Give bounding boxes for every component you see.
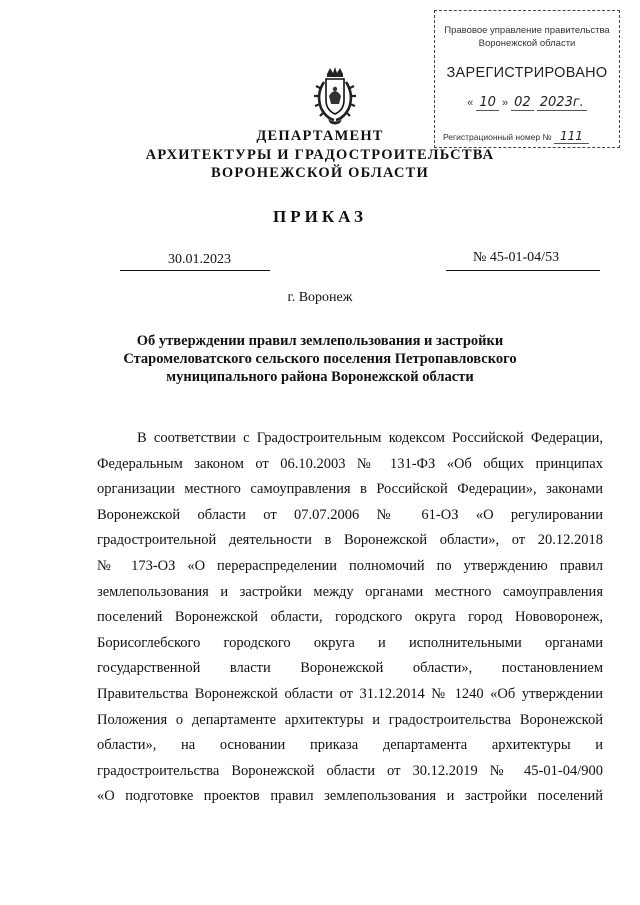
body-line: «О подготовке проектов правил землепользования и застройки поселений [97, 788, 603, 805]
subject-line: муниципального района Воронежской области [166, 369, 474, 385]
stamp-regnum-label: Регистрационный номер № [443, 132, 552, 142]
stamp-authority-line1: Правовое управление правительства [444, 25, 610, 36]
body-line: государственной власти Воронежской области», постановлением [97, 660, 603, 677]
body-line: Положения о департаменте архитектуры и градостроительства Воронежской [97, 711, 603, 728]
stamp-registered-label: ЗАРЕГИСТРИРОВАНО [446, 65, 608, 81]
subject-line: Об утверждении правил землепользования и застройки [136, 333, 504, 349]
stamp-date [435, 95, 619, 111]
department-name-line2: АРХИТЕКТУРЫ И ГРАДОСТРОИТЕЛЬСТВА [145, 147, 495, 163]
stamp-date-close-quote: » [501, 97, 509, 109]
body-line: градостроительства Воронежской области от 30.12.2019 № 45-01-04/900 [97, 762, 603, 779]
order-subject [0, 332, 640, 386]
body-line: Федеральным законом от 06.10.2003 № 131-ФЗ «Об общих принципах [97, 455, 603, 472]
city: г. Воронеж [287, 290, 353, 305]
body-line: землепользования и застройки между органами местного самоуправления [97, 583, 603, 600]
stamp-date-year: 2023г. [537, 95, 587, 111]
body-line: поселений Воронежской области, городского округа город Нововоронеж, [97, 609, 603, 626]
body-line: № 173-ОЗ «О перераспределении полномочий по утверждению правил [97, 557, 603, 574]
stamp-regnum-value: 111 [554, 129, 589, 144]
stamp-date-month: 02 [511, 95, 534, 111]
body-line: градостроительной деятельности в Воронежской области», от 20.12.2018 [97, 532, 603, 549]
body-line: Правительства Воронежской области от 31.12.2014 № 1240 «Об утверждении [97, 685, 603, 702]
number-underline [446, 270, 600, 271]
subject-line: Старомеловатского сельского поселения Петропавловского [123, 351, 517, 367]
department-name-line3: ВОРОНЕЖСКОЙ ОБЛАСТИ [210, 165, 429, 181]
body-line: Воронежской области от 07.07.2006 № 61-ОЗ «О регулировании [97, 506, 603, 523]
body-line: Борисоглебского городского округа и исполнительными органами [97, 634, 603, 651]
stamp-authority-line2: Воронежской области [478, 38, 576, 49]
stamp-date-day: 10 [476, 95, 499, 111]
body-text [97, 426, 603, 810]
document-type-title: ПРИКАЗ [273, 207, 367, 226]
department-name-line1: ДЕПАРТАМЕНТ [256, 128, 384, 144]
coat-of-arms-icon [312, 66, 358, 126]
body-line: области», на основании приказа департамента архитектуры и [97, 737, 603, 754]
date-underline [120, 270, 270, 271]
stamp-date-open-quote: « [467, 97, 474, 109]
order-number: № 45-01-04/53 [473, 250, 560, 265]
order-date: 30.01.2023 [168, 252, 231, 267]
body-line: организации местного самоуправления в Российской Федерации», законами [97, 481, 603, 498]
body-line: В соответствии с Градостроительным кодексом Российской Федерации, [137, 430, 603, 446]
